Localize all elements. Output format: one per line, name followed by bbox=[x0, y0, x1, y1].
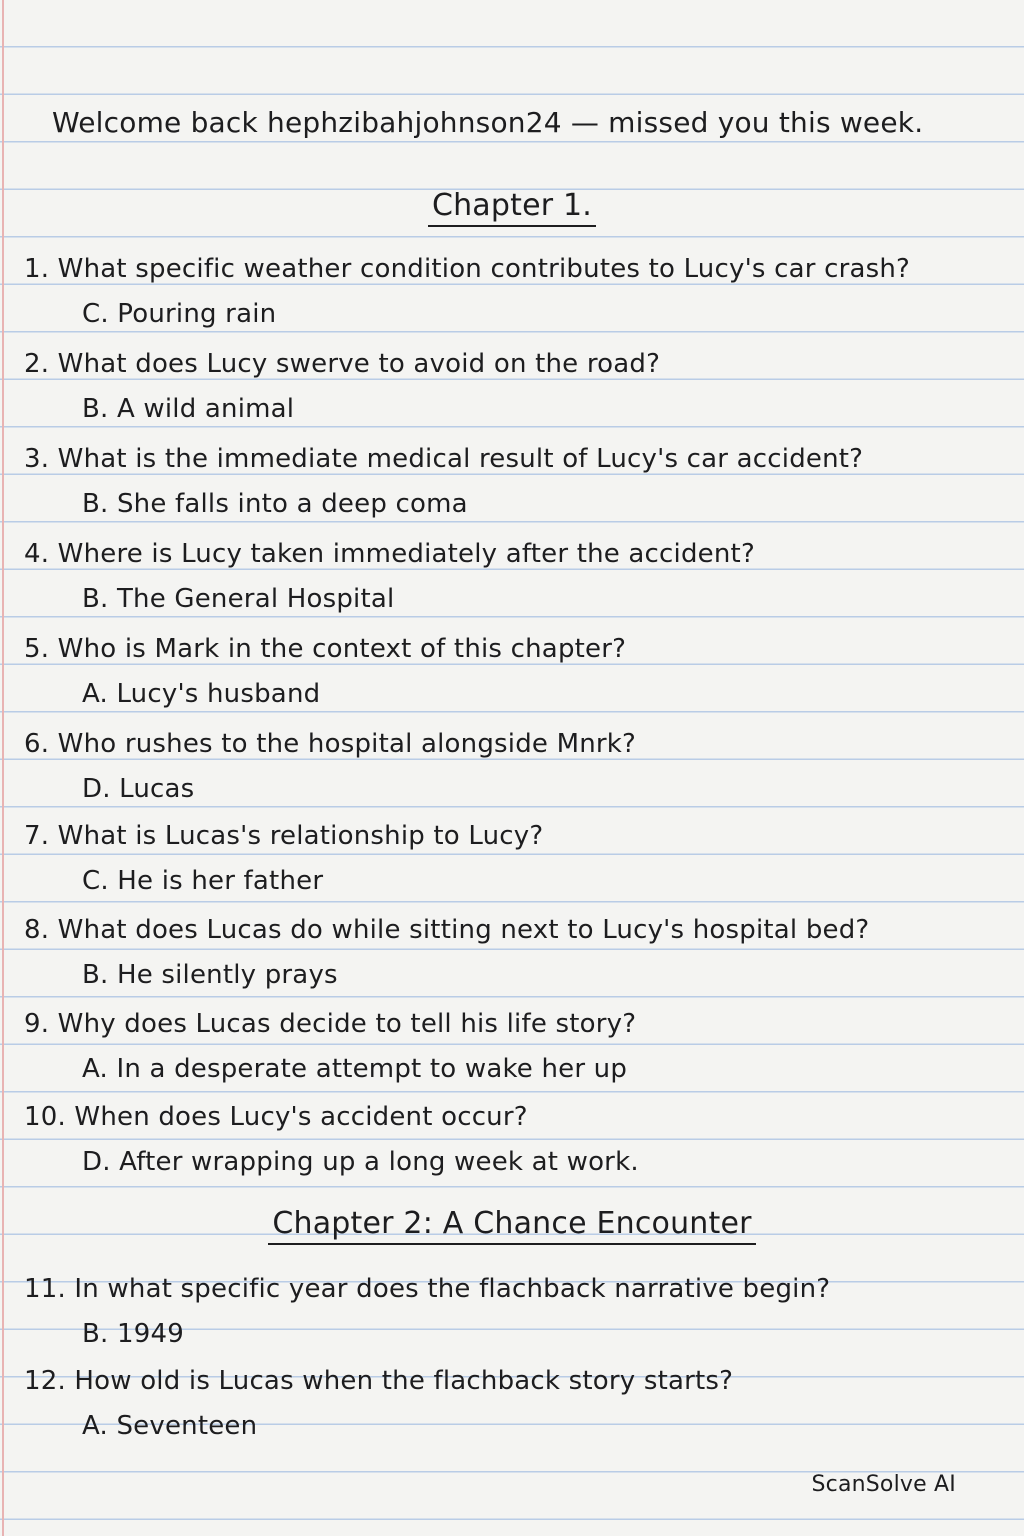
answer-text: B. He silently prays bbox=[82, 960, 338, 990]
footer-signature: ScanSolve AI bbox=[811, 1472, 956, 1497]
question-item bbox=[24, 1358, 984, 1448]
margin-line bbox=[2, 0, 4, 1536]
question-item bbox=[24, 436, 984, 526]
question-text: 5. Who is Mark in the context of this chapter? bbox=[24, 634, 627, 664]
question-text: 8. What does Lucas do while sitting next to Lucy's hospital bed? bbox=[24, 915, 870, 945]
question-text: 4. Where is Lucy taken immediately after the accident? bbox=[24, 539, 755, 569]
question-text: 2. What does Lucy swerve to avoid on the road? bbox=[24, 349, 661, 379]
answer-text: A. Seventeen bbox=[82, 1411, 258, 1441]
question-item bbox=[24, 721, 984, 811]
answer-text: B. She falls into a deep coma bbox=[82, 489, 468, 519]
answer-text: C. He is her father bbox=[82, 866, 324, 896]
answer-text: D. Lucas bbox=[82, 774, 195, 804]
question-text: 10. When does Lucy's accident occur? bbox=[24, 1102, 528, 1132]
question-text: 6. Who rushes to the hospital alongside Mnrk? bbox=[24, 729, 637, 759]
question-text: 12. How old is Lucas when the flachback story starts? bbox=[24, 1366, 734, 1396]
answer-text: A. In a desperate attempt to wake her up bbox=[82, 1054, 628, 1084]
question-item bbox=[24, 626, 984, 716]
answer-text: C. Pouring rain bbox=[82, 299, 277, 329]
greeting: Welcome back hephzibahjohnson24 — missed you this week. bbox=[52, 106, 924, 139]
question-text: 3. What is the immediate medical result of Lucy's car accident? bbox=[24, 444, 864, 474]
question-item bbox=[24, 246, 984, 336]
answer-text: D. After wrapping up a long week at work. bbox=[82, 1147, 639, 1177]
question-item bbox=[24, 531, 984, 621]
chapter-1-heading bbox=[0, 188, 1024, 227]
question-text: 7. What is Lucas's relationship to Lucy? bbox=[24, 821, 544, 851]
question-text: 11. In what specific year does the flachback narrative begin? bbox=[24, 1274, 831, 1304]
question-item bbox=[24, 1266, 984, 1356]
question-item bbox=[24, 1001, 984, 1091]
answer-text: B. 1949 bbox=[82, 1319, 184, 1349]
question-item bbox=[24, 813, 984, 903]
question-text: 9. Why does Lucas decide to tell his life story? bbox=[24, 1009, 637, 1039]
chapter-1-title: Chapter 1. bbox=[428, 188, 596, 227]
question-item bbox=[24, 341, 984, 431]
question-item bbox=[24, 1094, 984, 1184]
answer-text: B. A wild animal bbox=[82, 394, 295, 424]
chapter-2-heading bbox=[0, 1206, 1024, 1245]
answer-text: A. Lucy's husband bbox=[82, 679, 321, 709]
answer-text: B. The General Hospital bbox=[82, 584, 395, 614]
question-text: 1. What specific weather condition contributes to Lucy's car crash? bbox=[24, 254, 911, 284]
chapter-2-title: Chapter 2: A Chance Encounter bbox=[268, 1206, 755, 1245]
question-item bbox=[24, 907, 984, 997]
